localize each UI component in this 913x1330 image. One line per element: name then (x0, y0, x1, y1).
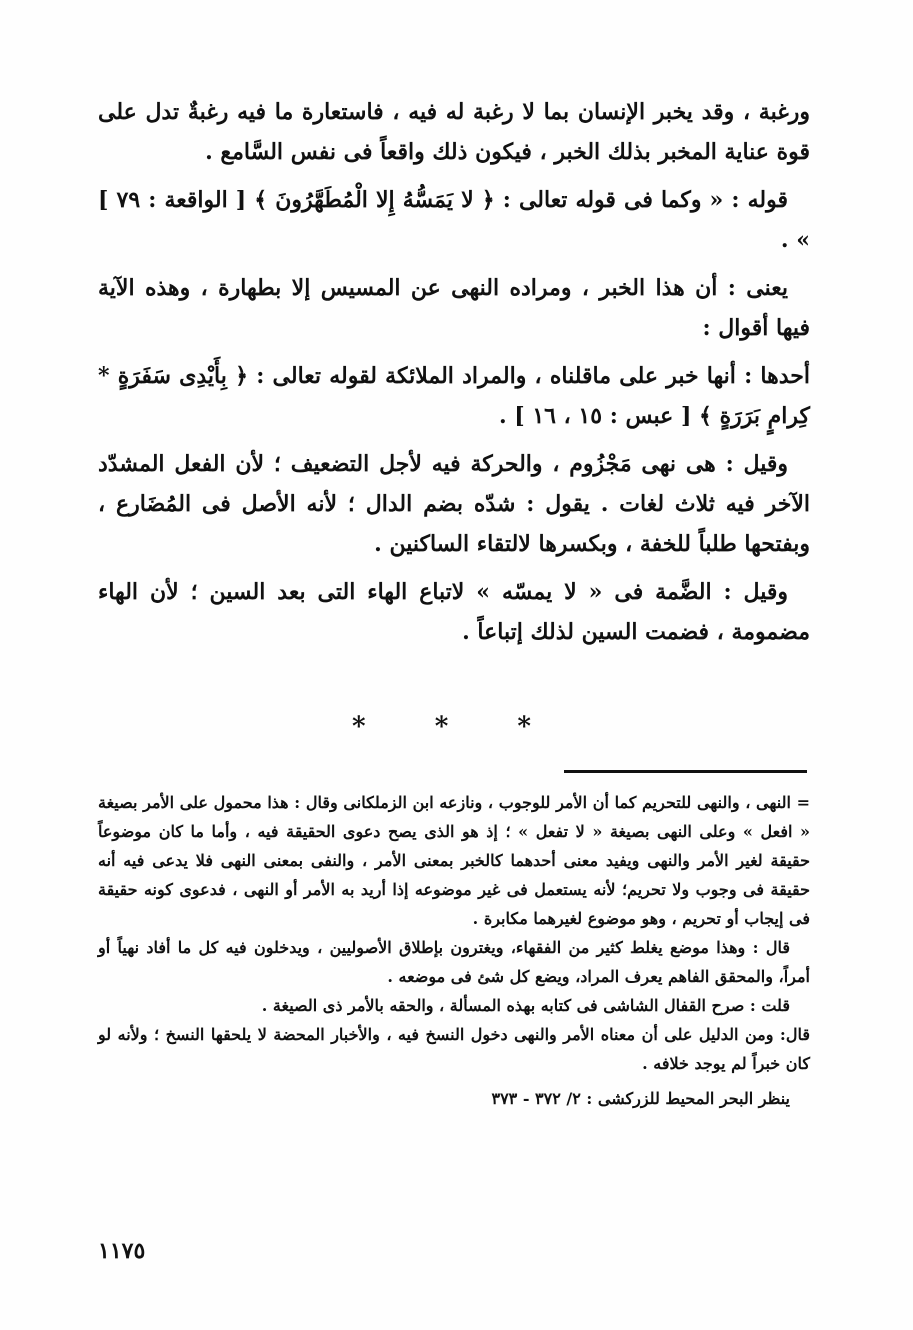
body-paragraph: ورغبة ، وقد يخبر الإنسان بما لا رغبة له فيه ، فاستعارة ما فيه رغبةٌ تدل على قوة عناية المخبر بذلك الخبر ، فيكون ذلك واقعاً فى نفس السَّامع . (98, 99, 810, 165)
footnotes (98, 788, 810, 1113)
footnote-paragraph: قال: ومن الدليل على أن معناه الأمر والنهى دخول النسخ فيه ، والأخبار المحضة لا يلحقها النسخ ؛ ولأنه لو كان خبراً لم يوجد خلافه . (98, 1025, 810, 1073)
body-paragraph: قوله : « وكما فى قوله تعالى : ﴿ لا يَمَسُّهُ إِلا الْمُطَهَّرُونَ ﴾ [ الواقعة : ٧٩ ] » . (98, 187, 810, 253)
footnote-reference: ينظر البحر المحيط للزركشى : ٢/ ٣٧٢ - ٣٧٣ (491, 1089, 790, 1108)
body-paragraph: وقيل : هى نهى مَجْزُوم ، والحركة فيه لأجل التضعيف ؛ لأن الفعل المشدّد الآخر فيه ثلاث لغات . يقول : شدّه بضم الدال ؛ لأنه الأصل فى المُضَارع ، وبفتحها طلباً للخفة ، وبكسرها لالتقاء الساكنين . (98, 451, 810, 557)
footnote-paragraph: قلت : صرح القفال الشاشى فى كتابه بهذه المسألة ، والحقه بالأمر ذى الصيغة . (261, 996, 790, 1015)
footnote-paragraph: = النهى ، والنهى للتحريم كما أن الأمر للوجوب ، ونازعه ابن الزملكانى وقال : هذا محمول على الأمر بصيغة « افعل » وعلى النهى بصيغة « لا تفعل » ؛ إذ هو الذى يصح دعوى الحقيقة فيه ، وأما ما كان موضوعاً حقيقة لغير الأمر والنهى ويفيد معنى أحدهما كالخبر بمعنى الأمر ، والنفى بمعنى النهى فلا يدعى فيه أنه حقيقة فى وجوب ولا تحريم؛ لأنه يستعمل فى غير موضوعه إذا أريد به الأمر أو النهى ، فدعوى كونه حقيقة فى إيجاب أو تحريم ، وهو موضوع لغيرهما مكابرة . (98, 793, 811, 928)
footnote-paragraph: قال : وهذا موضع يغلط كثير من الفقهاء، ويغترون بإطلاق الأصوليين ، ويدخلون فيه كل ما أفاد نهياً أو أمراً، والمحقق الفاهم يعرف المراد، ويضع كل شئ فى موضعه . (98, 938, 810, 986)
section-separator-stars: * * * (352, 712, 561, 742)
page-number: ١١٧٥ (98, 1238, 146, 1264)
main-text (98, 92, 810, 660)
body-paragraph: أحدها : أنها خبر على ماقلناه ، والمراد الملائكة لقوله تعالى : ﴿ بِأَيْدِى سَفَرَةٍ * كِرامٍ بَرَرَةٍ ﴾ [ عبس : ١٥ ، ١٦ ] . (98, 363, 810, 429)
footnote-divider (564, 770, 807, 773)
body-paragraph: يعنى : أن هذا الخبر ، ومراده النهى عن المسيس إلا بطهارة ، وهذه الآية فيها أقوال : (98, 275, 810, 341)
body-paragraph: وقيل : الضَّمة فى « لا يمسّه » لاتباع الهاء التى بعد السين ؛ لأن الهاء مضمومة ، فضمت السين لذلك إتباعاً . (98, 579, 810, 645)
